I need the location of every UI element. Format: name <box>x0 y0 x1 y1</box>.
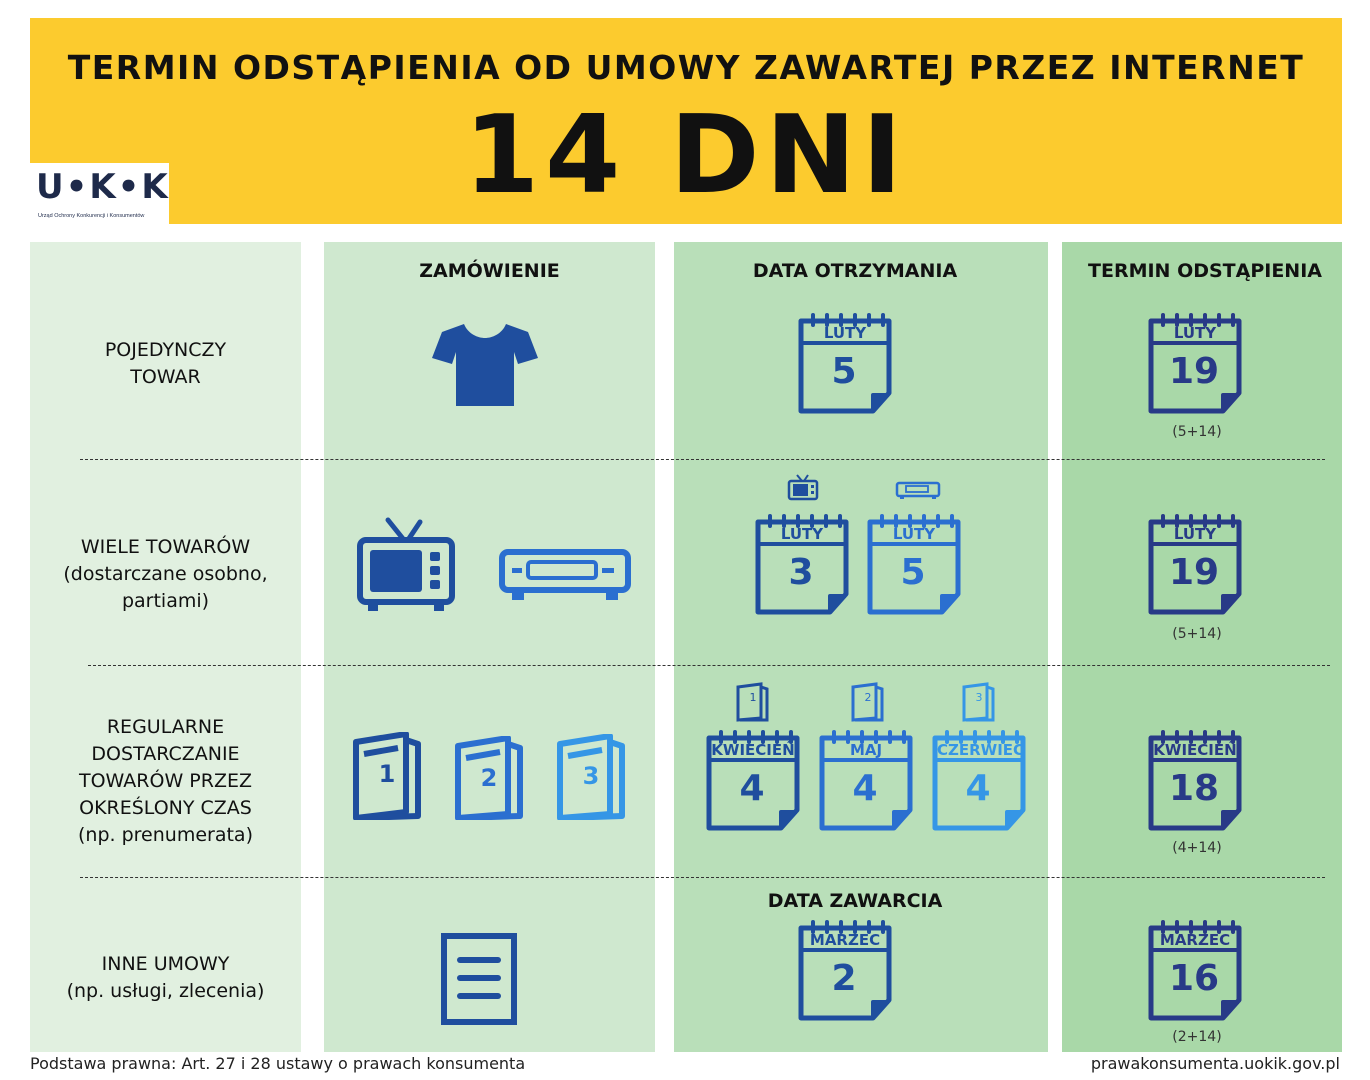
calendar-day: 19 <box>1168 552 1220 593</box>
calendar-day: 2 <box>831 958 857 999</box>
row-label-line: DOSTARCZANIE <box>91 743 240 765</box>
magazine-number: 2 <box>480 764 498 792</box>
calendar-day: 18 <box>1168 768 1220 809</box>
logo-subtitle: Urząd Ochrony Konkurencji i Konsumentów <box>38 213 145 219</box>
calendar-concluded <box>797 920 897 1024</box>
calendar-received <box>705 730 805 834</box>
row-label-single <box>30 337 301 391</box>
calendar-month: MARZEC <box>809 931 881 949</box>
calendar-day: 16 <box>1168 958 1220 999</box>
calendar-month: LUTY <box>823 324 867 342</box>
calendar-month: CZERWIEC <box>937 741 1025 759</box>
small-magazine-icon <box>961 682 997 722</box>
calendar-month: MARZEC <box>1159 931 1231 949</box>
calendar-deadline <box>1147 313 1247 417</box>
row-label-line: OKREŚLONY CZAS <box>79 797 252 819</box>
magazine-number: 1 <box>378 760 396 788</box>
row-label-line: REGULARNE <box>106 716 225 738</box>
row-label-line: INNE UMOWY <box>101 953 230 975</box>
small-magazine-number: 3 <box>975 691 983 704</box>
calendar-received <box>866 514 966 618</box>
magazine-icon <box>452 736 526 820</box>
deadline-sum: (4+14) <box>1172 840 1222 856</box>
row-label-line: partiami) <box>121 590 210 612</box>
tshirt-icon <box>430 320 540 408</box>
small-dvd-icon <box>895 481 941 501</box>
dvd-player-icon <box>498 548 632 604</box>
calendar-received <box>797 313 897 417</box>
magazine-icon <box>350 732 424 820</box>
header-concluded: DATA ZAWARCIA <box>767 890 943 912</box>
small-magazine-icon <box>735 682 771 722</box>
header-deadline: TERMIN ODSTĄPIENIA <box>1088 260 1322 282</box>
row-label-line: POJEDYNCZY <box>104 339 227 361</box>
deadline-sum: (5+14) <box>1172 424 1222 440</box>
calendar-day: 19 <box>1168 351 1220 392</box>
row-separator <box>80 459 1325 460</box>
row-label-line: TOWAR <box>130 366 201 388</box>
calendar-day: 4 <box>965 768 991 809</box>
row-separator <box>88 665 1330 666</box>
row-label-line: (np. usługi, zlecenia) <box>66 980 265 1002</box>
calendar-received <box>818 730 918 834</box>
calendar-deadline <box>1147 730 1247 834</box>
small-magazine-icon <box>850 682 886 722</box>
row-label-line: (np. prenumerata) <box>78 824 253 846</box>
calendar-month: LUTY <box>1173 324 1217 342</box>
document-icon <box>440 932 518 1026</box>
calendar-month: LUTY <box>892 525 936 543</box>
header-big-text: 14 DNI <box>463 93 909 218</box>
header-received: DATA OTRZYMANIA <box>752 260 958 282</box>
row-label-line: TOWARÓW PRZEZ <box>79 770 252 792</box>
small-tv-icon <box>787 473 819 503</box>
magazine-icon <box>554 734 628 820</box>
header-title: TERMIN ODSTĄPIENIA OD UMOWY ZAWARTEJ PRZEZ INTERNET <box>67 48 1305 87</box>
legal-basis: Podstawa prawna: Art. 27 i 28 ustawy o prawach konsumenta <box>30 1054 526 1073</box>
small-magazine-number: 1 <box>749 691 757 704</box>
row-label-multiple <box>30 534 301 615</box>
calendar-deadline <box>1147 920 1247 1024</box>
magazine-number: 3 <box>582 762 600 790</box>
website-link[interactable]: prawakonsumenta.uokik.gov.pl <box>1090 1054 1340 1073</box>
calendar-month: LUTY <box>780 525 824 543</box>
calendar-day: 5 <box>831 351 857 392</box>
deadline-sum: (2+14) <box>1172 1029 1222 1045</box>
row-label-other <box>30 951 301 1005</box>
tv-icon <box>356 516 456 614</box>
calendar-received <box>931 730 1031 834</box>
calendar-day: 4 <box>739 768 765 809</box>
calendar-day: 4 <box>852 768 878 809</box>
calendar-month: KWIECIEŃ <box>1153 741 1237 759</box>
small-magazine-number: 2 <box>864 691 872 704</box>
row-label-line: WIELE TOWARÓW <box>80 536 251 558</box>
calendar-day: 3 <box>788 552 814 593</box>
calendar-day: 5 <box>900 552 926 593</box>
header-banner <box>30 18 1342 224</box>
calendar-month: LUTY <box>1173 525 1217 543</box>
deadline-sum: (5+14) <box>1172 626 1222 642</box>
row-separator <box>80 877 1325 878</box>
logo-mark: U•K•K <box>36 167 170 207</box>
row-label-line: (dostarczane osobno, <box>63 563 268 585</box>
uokik-logo <box>30 163 169 226</box>
row-label-regular <box>30 714 301 849</box>
header-order: ZAMÓWIENIE <box>419 260 560 282</box>
calendar-month: KWIECIEŃ <box>711 741 795 759</box>
calendar-month: MAJ <box>849 741 883 759</box>
calendar-deadline <box>1147 514 1247 618</box>
calendar-received <box>754 514 854 618</box>
